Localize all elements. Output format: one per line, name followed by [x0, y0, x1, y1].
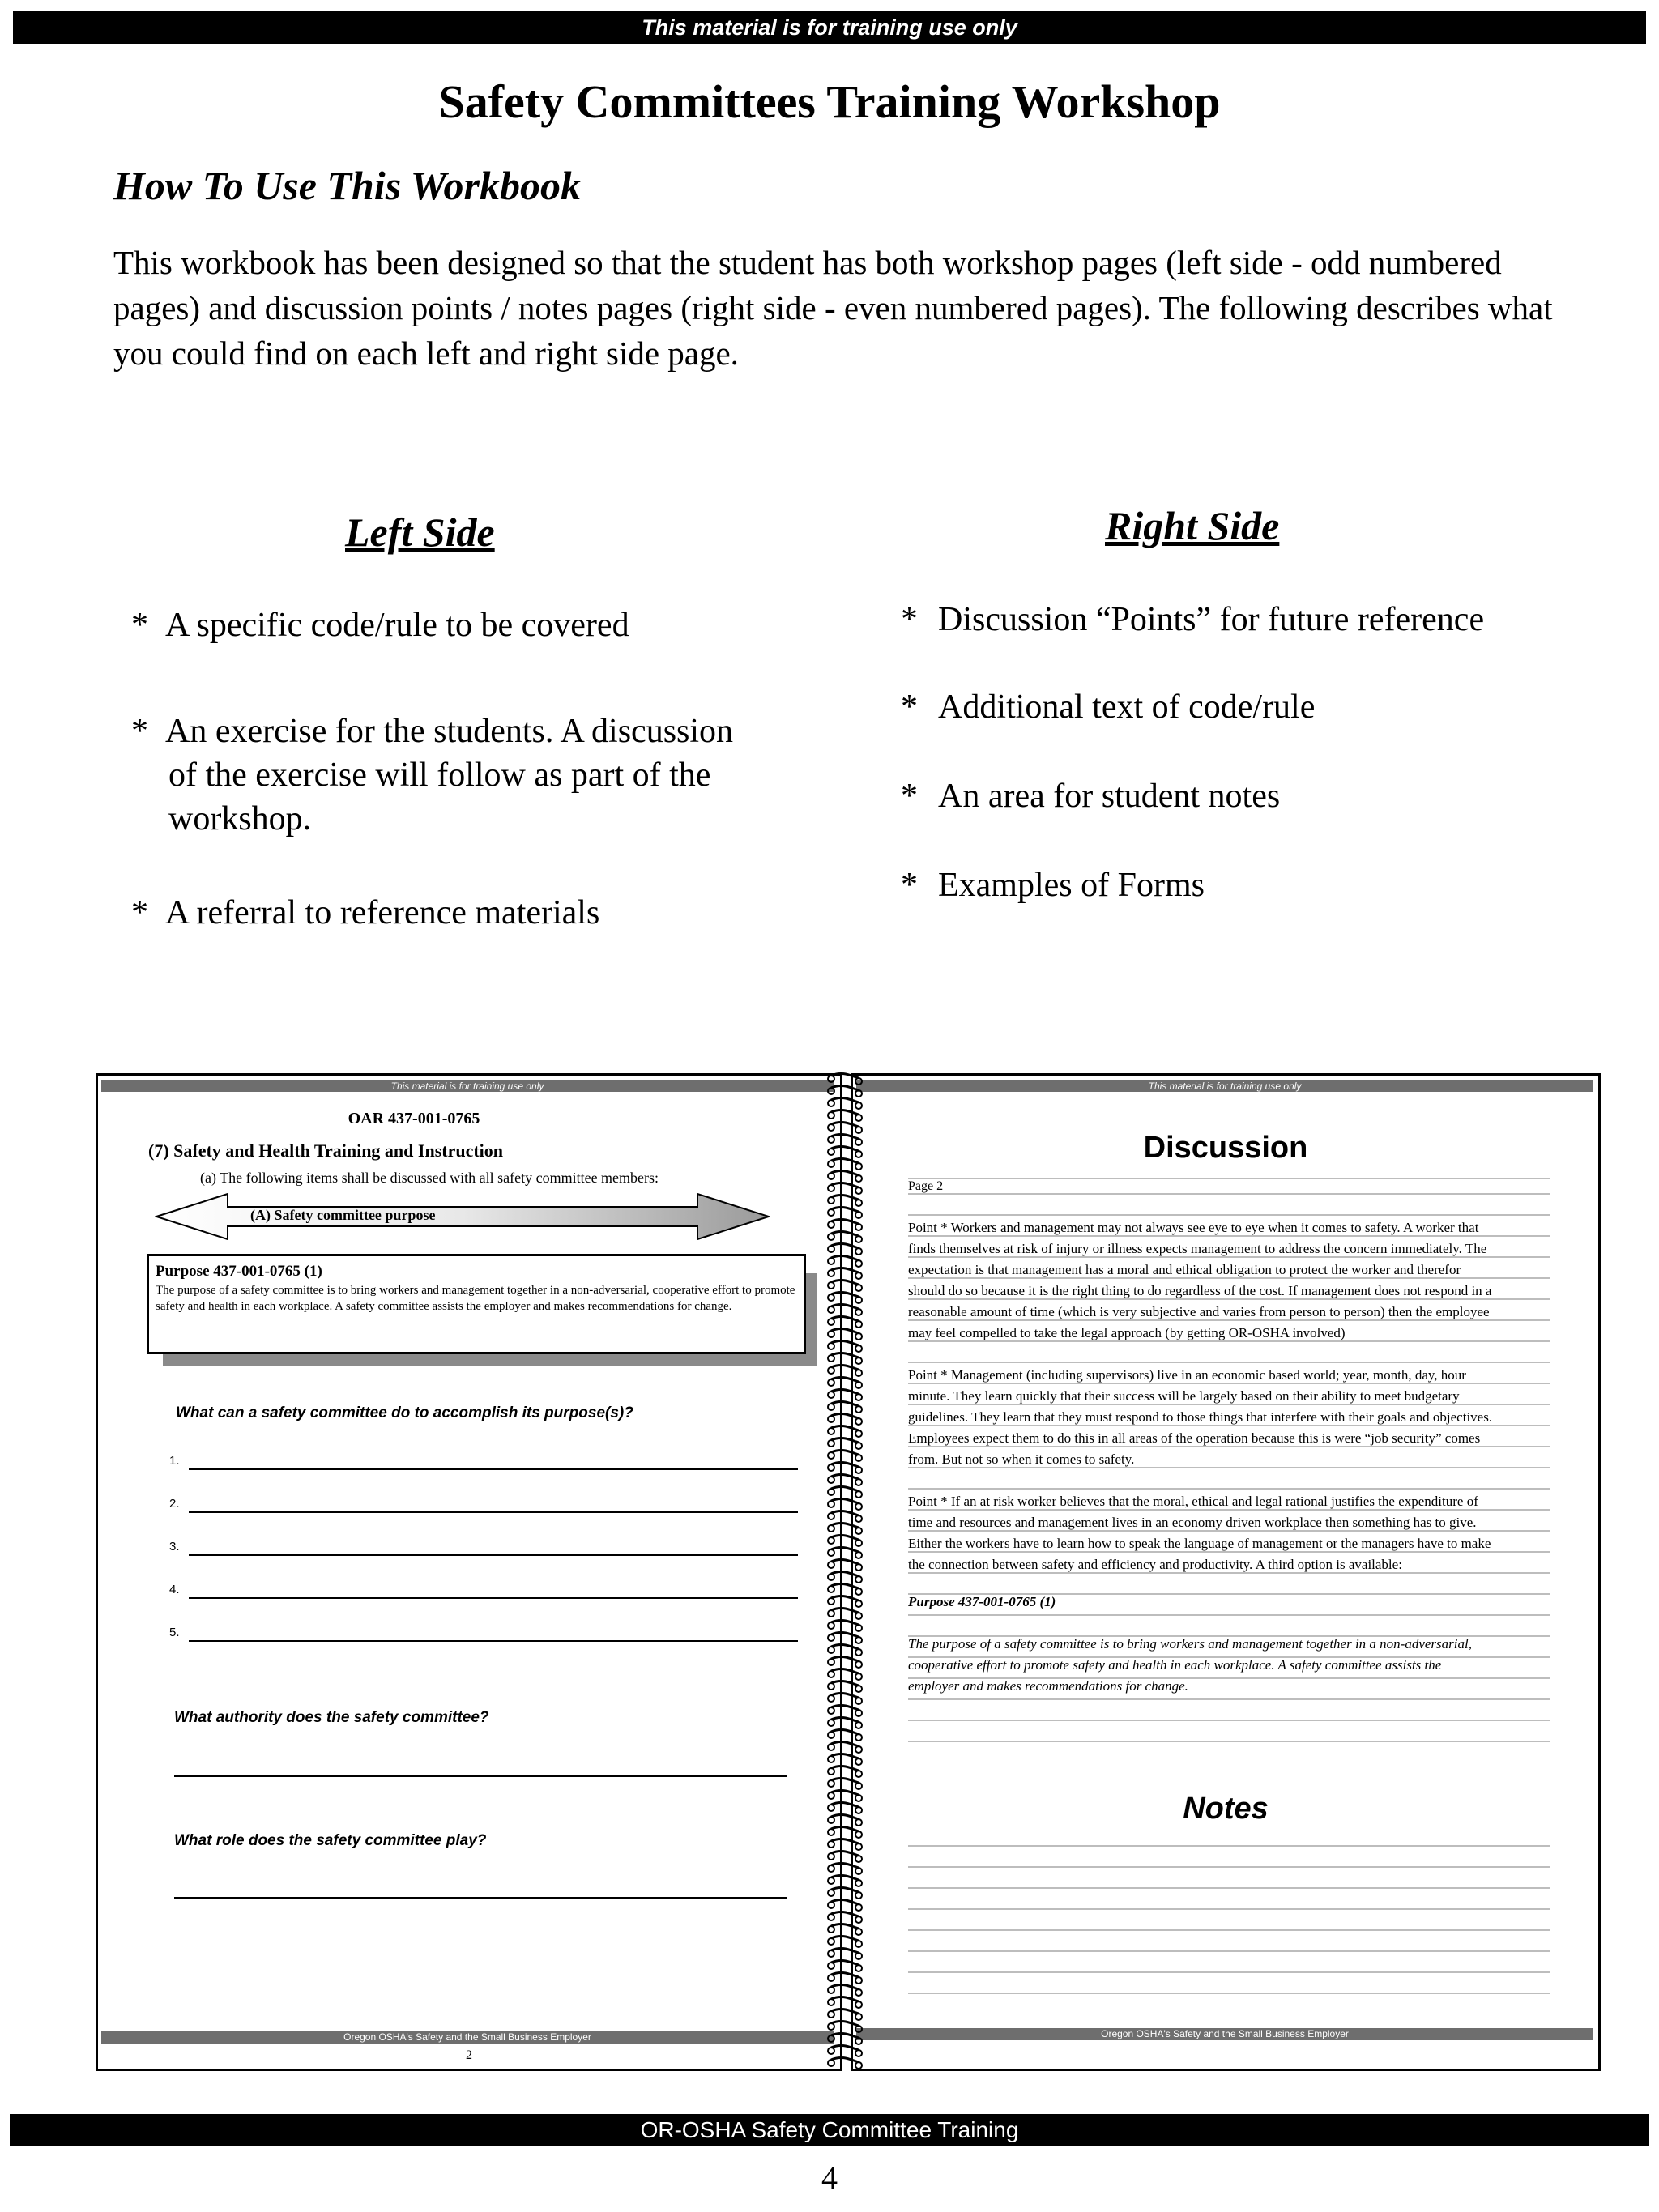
- spiral-ring: [828, 1693, 862, 1704]
- spiral-ring: [828, 1717, 862, 1728]
- left-bullet-3: * A referral to reference materials: [131, 894, 600, 931]
- ruled-line: [908, 1340, 1550, 1342]
- notes-line[interactable]: [908, 1993, 1550, 1994]
- spiral-ring: [828, 1608, 862, 1619]
- ruled-line: [908, 1635, 1550, 1637]
- discussion-title: Discussion: [1143, 1131, 1308, 1165]
- ruled-line: [908, 1551, 1550, 1553]
- ruled-line: [908, 1277, 1550, 1279]
- authority-answer-line[interactable]: [174, 1775, 787, 1777]
- spiral-ring: [828, 2057, 862, 2069]
- spiral-ring: [828, 1231, 862, 1242]
- spiral-ring: [828, 2045, 862, 2056]
- spiral-ring: [828, 1110, 862, 1121]
- ruled-line: [908, 1193, 1550, 1195]
- spiral-ring: [828, 1207, 862, 1218]
- subsection-text: (a) The following items shall be discussed with all safety committee members:: [200, 1170, 659, 1186]
- discussion-point-1: Point * Workers and management may not always see eye to eye when it comes to safety. A worker that finds themselves at risk of injury or illness expects management to address the concern immediately. The expectation is that management has a moral and ethical obligation to protect the worker and therefor should do so because it is the right thing to do regardless of the cost. If management does not respond in a reasonable amount of time (which is very subjective and varies from person to person) then the employee may feel compelled to take the legal approach (by getting OR-OSHA involved): [908, 1220, 1492, 1340]
- discussion-point-3: Point * If an at risk worker believes that the moral, ethical and legal rational justifies the expenditure of time and resources and management lives in an economy driven workplace then something has to give. Either the workers have to learn how to speak the language of management or the managers have to make the connection between safety and efficiency and productivity. A third option is available:: [908, 1494, 1491, 1572]
- role-answer-line[interactable]: [174, 1897, 787, 1899]
- spiral-ring: [828, 1863, 862, 1874]
- spiral-ring: [828, 1073, 862, 1085]
- spiral-ring: [828, 1292, 862, 1303]
- section-subtitle: How To Use This Workbook: [113, 163, 581, 208]
- spiral-ring: [828, 1401, 862, 1413]
- ruled-line: [908, 1404, 1550, 1405]
- notes-line[interactable]: [908, 1950, 1550, 1952]
- ruled-line: [908, 1593, 1550, 1595]
- spiral-ring: [828, 1839, 862, 1850]
- spiral-ring: [828, 1681, 862, 1692]
- ruled-line: [908, 1446, 1550, 1447]
- answer-line-1[interactable]: [189, 1468, 798, 1470]
- spiral-ring: [828, 1790, 862, 1801]
- ruled-line: [908, 1741, 1550, 1742]
- spiral-ring: [828, 1146, 862, 1157]
- ruled-line: [908, 1572, 1550, 1574]
- double-arrow-graphic: [155, 1191, 770, 1242]
- spiral-ring: [828, 1450, 862, 1461]
- oar-number: OAR 437-001-0765: [348, 1110, 480, 1127]
- spiral-ring: [828, 1596, 862, 1607]
- answer-number-5: 5.: [169, 1626, 180, 1639]
- spiral-ring: [828, 1158, 862, 1170]
- purpose-box-title: Purpose 437-001-0765 (1): [156, 1263, 322, 1280]
- spiral-ring: [828, 1705, 862, 1716]
- spiral-ring: [828, 1644, 862, 1656]
- spiral-ring: [828, 1219, 862, 1230]
- spiral-ring: [828, 1814, 862, 1826]
- spiral-ring: [828, 1826, 862, 1838]
- spiral-ring: [828, 1948, 862, 1959]
- left-page-number: 2: [466, 2048, 472, 2062]
- ruled-line: [908, 1256, 1550, 1258]
- spiral-ring: [828, 1498, 862, 1510]
- answer-line-3[interactable]: [189, 1554, 798, 1556]
- purpose-box-text: The purpose of a safety committee is to bring workers and management together in a non-adversarial, cooperative effort to promote safety and health in each workplace. A safety committee assists the employer and makes recommendations for change.: [156, 1284, 795, 1313]
- ruled-line: [908, 1298, 1550, 1300]
- spiral-ring: [828, 1559, 862, 1571]
- notes-line[interactable]: [908, 1929, 1550, 1931]
- spiral-ring: [828, 1486, 862, 1498]
- notes-line[interactable]: [908, 1887, 1550, 1889]
- spiral-ring: [828, 1340, 862, 1352]
- spiral-ring: [828, 1899, 862, 1911]
- spiral-ring: [828, 1511, 862, 1522]
- workbook-left-page: [96, 1073, 842, 2071]
- answer-number-1: 1.: [169, 1454, 180, 1468]
- ruled-line: [908, 1677, 1550, 1679]
- spiral-ring: [828, 1851, 862, 1862]
- spiral-ring: [828, 1656, 862, 1668]
- page-number: 4: [821, 2159, 838, 2196]
- left-bullet-1: * A specific code/rule to be covered: [131, 607, 629, 644]
- spiral-ring: [828, 1997, 862, 2008]
- spiral-ring: [828, 1912, 862, 1923]
- right-bullet-4: * Examples of Forms: [901, 867, 1205, 904]
- notes-title: Notes: [1183, 1792, 1269, 1826]
- left-bullet-2: * An exercise for the students. A discussion of the exercise will follow as part of the workshop.: [131, 713, 734, 837]
- right-bullet-3: * An area for student notes: [901, 778, 1281, 815]
- spiral-ring: [828, 1304, 862, 1315]
- training-use-banner: This material is for training use only: [13, 11, 1646, 44]
- spiral-ring: [828, 1377, 862, 1388]
- spiral-ring: [828, 1413, 862, 1425]
- spiral-ring: [828, 1353, 862, 1364]
- ruled-line: [908, 1214, 1550, 1216]
- spiral-ring: [828, 1122, 862, 1133]
- spiral-ring: [828, 1936, 862, 1947]
- spiral-ring: [828, 1535, 862, 1546]
- footer-bar: OR-OSHA Safety Committee Training: [10, 2114, 1649, 2146]
- spiral-ring: [828, 1243, 862, 1255]
- spiral-ring: [828, 1632, 862, 1643]
- ruled-line: [908, 1319, 1550, 1321]
- ruled-line: [908, 1467, 1550, 1468]
- discussion-purpose-text: The purpose of a safety committee is to bring workers and management together in a non-adversarial, cooperative effort to promote safety and health in each workplace. A safety committee assists the employer and makes recommendations for change.: [908, 1636, 1472, 1694]
- spiral-ring: [828, 1729, 862, 1741]
- ruled-line: [908, 1362, 1550, 1363]
- spiral-ring: [828, 1134, 862, 1145]
- purpose-box: [147, 1254, 806, 1354]
- question-accomplish: What can a safety committee do to accomplish its purpose(s)?: [176, 1404, 633, 1421]
- left-side-heading: Left Side: [345, 509, 495, 555]
- spiral-ring: [828, 1316, 862, 1328]
- right-side-heading: Right Side: [1105, 503, 1280, 548]
- spiral-ring: [828, 1802, 862, 1813]
- spiral-ring: [828, 1474, 862, 1485]
- answer-number-3: 3.: [169, 1540, 180, 1554]
- notes-line[interactable]: [908, 1908, 1550, 1910]
- spiral-ring: [828, 1547, 862, 1558]
- spiral-ring: [828, 1571, 862, 1583]
- ruled-lines: [908, 1178, 1550, 1179]
- spiral-ring: [828, 2033, 862, 2044]
- answer-line-2[interactable]: [189, 1511, 798, 1513]
- spiral-ring: [828, 1085, 862, 1097]
- spiral-ring: [828, 1984, 862, 1996]
- right-page-footer: Oregon OSHA's Safety and the Small Business Employer: [856, 2028, 1593, 2040]
- right-page-banner: This material is for training use only: [856, 1080, 1593, 1092]
- spiral-ring: [828, 1462, 862, 1473]
- spiral-ring: [828, 1778, 862, 1789]
- intro-paragraph: This workbook has been designed so that the student has both workshop pages (left side - odd numbered pages) and discussion points / notes pages (right side - even numbered pages). The following describes what you could find on each left and right side page.: [113, 244, 1553, 372]
- ruled-line: [908, 1235, 1550, 1237]
- ruled-line: [908, 1530, 1550, 1532]
- page-title: Safety Committees Training Workshop: [438, 75, 1221, 128]
- notes-line[interactable]: [908, 1866, 1550, 1868]
- notes-line[interactable]: [908, 1971, 1550, 1973]
- spiral-ring: [828, 2009, 862, 2020]
- spiral-ring: [828, 1887, 862, 1899]
- spiral-ring: [828, 1754, 862, 1765]
- answer-line-4[interactable]: [189, 1597, 798, 1599]
- spiral-ring: [828, 1097, 862, 1109]
- spiral-ring: [828, 1255, 862, 1267]
- spiral-ring: [828, 1389, 862, 1400]
- spiral-ring: [828, 1280, 862, 1291]
- question-role: What role does the safety committee play?: [174, 1832, 487, 1849]
- notes-line[interactable]: [908, 1845, 1550, 1847]
- ruled-line: [908, 1720, 1550, 1721]
- spiral-ring: [828, 1195, 862, 1206]
- spiral-ring: [828, 1620, 862, 1631]
- spiral-ring: [828, 1924, 862, 1935]
- ruled-line: [908, 1425, 1550, 1426]
- spiral-ring: [828, 1268, 862, 1279]
- right-bullet-2: * Additional text of code/rule: [901, 688, 1316, 726]
- spiral-ring: [828, 2021, 862, 2032]
- section-heading: (7) Safety and Health Training and Instruction: [148, 1140, 504, 1161]
- left-page-footer: Oregon OSHA's Safety and the Small Business Employer: [101, 2031, 834, 2044]
- discussion-point-2: Point * Management (including supervisors) live in an economic based world; year, month, day, hour minute. They learn quickly that their success will be largely based on their ability to meet budgetary guidelines. They learn that they must respond to those things that interfere with their goals and objectives. Employees expect them to do this in all areas of the operation because this is were “job security” comes from. But not so when it comes to safety.: [908, 1367, 1493, 1467]
- right-bullet-1: * Discussion “Points” for future reference: [901, 601, 1485, 638]
- spiral-ring: [828, 1328, 862, 1340]
- ruled-line: [908, 1614, 1550, 1616]
- spiral-binding-graphic: [826, 1071, 864, 2075]
- ruled-line: [908, 1698, 1550, 1700]
- spiral-ring: [828, 1438, 862, 1449]
- ruled-line: [908, 1383, 1550, 1384]
- discussion-purpose-title: Purpose 437-001-0765 (1): [908, 1594, 1056, 1609]
- spiral-ring: [828, 1426, 862, 1437]
- left-page-banner: This material is for training use only: [101, 1080, 834, 1092]
- spiral-ring: [828, 1669, 862, 1680]
- spiral-ring: [828, 1170, 862, 1182]
- spiral-ring: [828, 1960, 862, 1971]
- answer-number-2: 2.: [169, 1497, 180, 1511]
- spiral-ring: [828, 1365, 862, 1376]
- spiral-ring: [828, 1583, 862, 1595]
- spiral-ring: [828, 1523, 862, 1534]
- answer-number-4: 4.: [169, 1583, 180, 1596]
- workbook-right-page: [851, 1073, 1601, 2071]
- spiral-ring: [828, 1972, 862, 1984]
- spiral-ring: [828, 1741, 862, 1753]
- discussion-page-label: Page 2: [908, 1179, 944, 1193]
- ruled-line: [908, 1488, 1550, 1490]
- spiral-ring: [828, 1183, 862, 1194]
- arrow-label: (A) Safety committee purpose: [250, 1207, 436, 1223]
- spiral-ring: [828, 1875, 862, 1886]
- ruled-line: [908, 1509, 1550, 1511]
- spiral-ring: [828, 1766, 862, 1777]
- answer-line-5[interactable]: [189, 1640, 798, 1642]
- question-authority: What authority does the safety committee?: [174, 1709, 489, 1726]
- ruled-line: [908, 1656, 1550, 1658]
